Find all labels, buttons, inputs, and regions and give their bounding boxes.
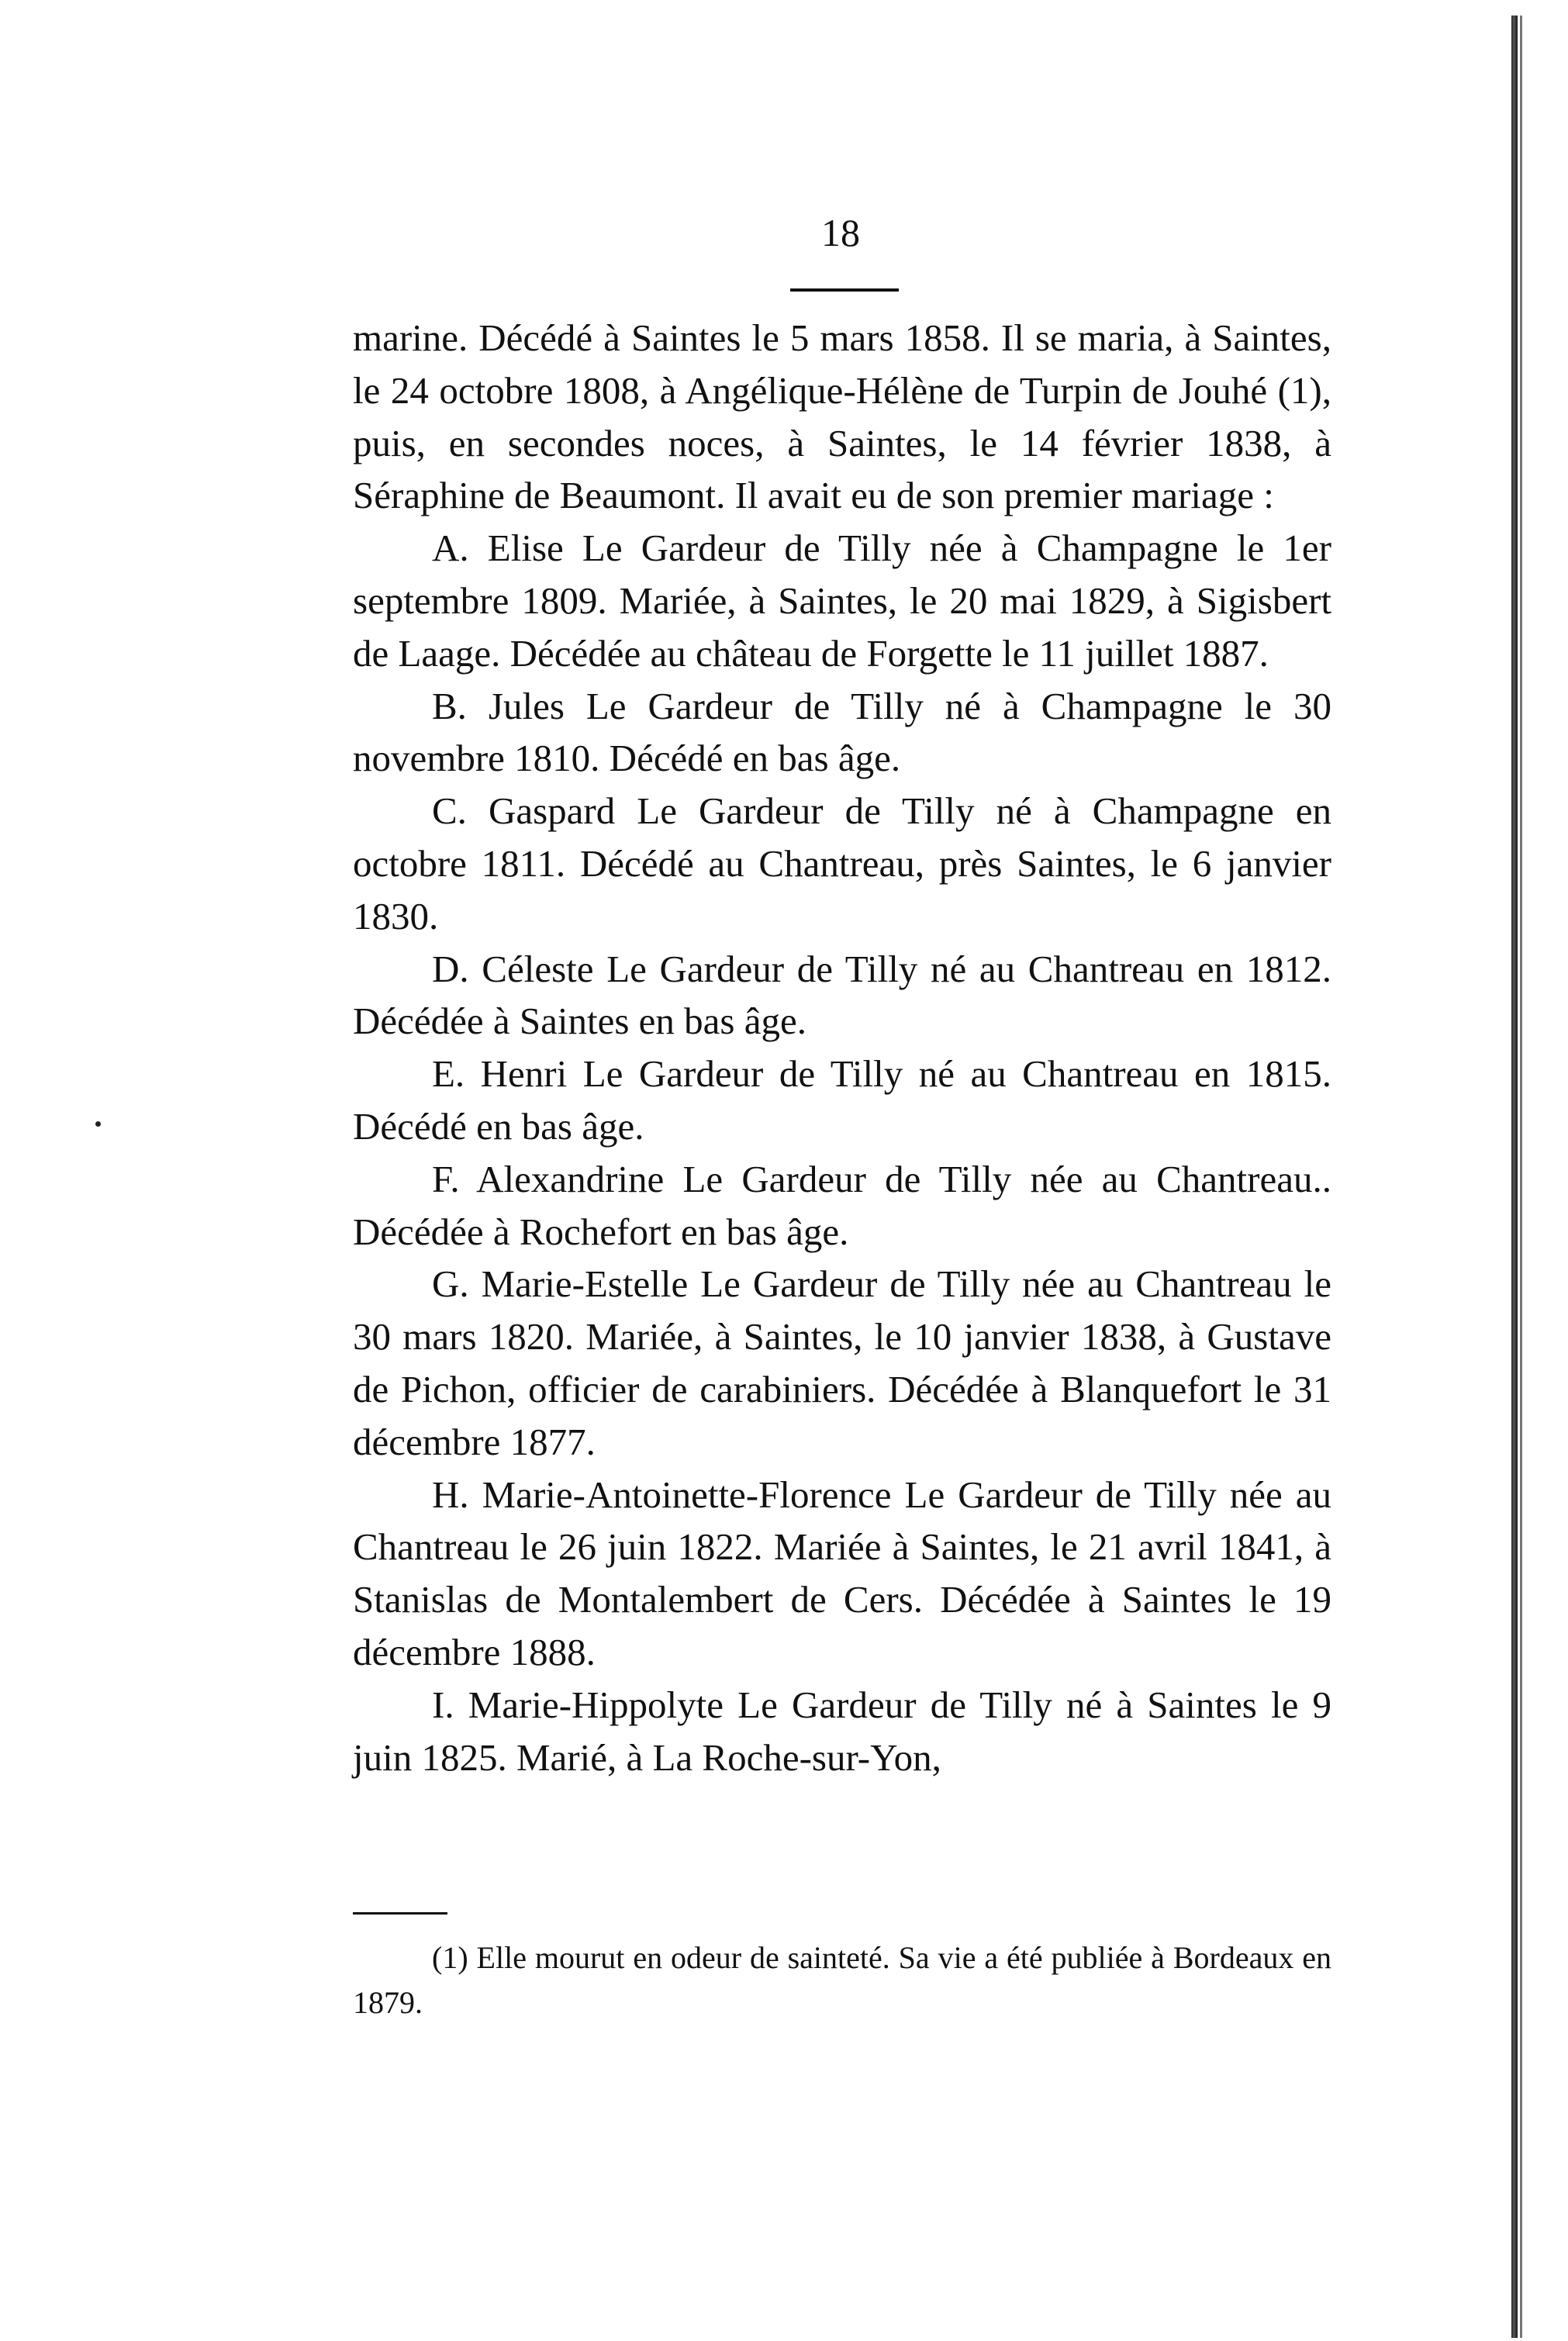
page-number: 18 <box>821 211 860 254</box>
entry-c: C. Gaspard Le Gardeur de Tilly né à Champagne en octobre 1811. Décédé au Chantreau, près Saintes, le 6 janvier 1830. <box>353 789 1331 937</box>
book-binding-edge-shadow <box>1520 16 1522 2338</box>
entry-i: I. Marie-Hippolyte Le Gardeur de Tilly né à Saintes le 9 juin 1825. Marié, à La Roche-sur-Yon, <box>353 1683 1331 1779</box>
book-binding-edge <box>1511 16 1518 2338</box>
entry-f: F. Alexandrine Le Gardeur de Tilly née au Chantreau.. Décédée à Rochefort en bas âge. <box>353 1157 1331 1253</box>
header-rule <box>790 288 899 292</box>
entry-e: E. Henri Le Gardeur de Tilly né au Chantreau en 1815. Décédé en bas âge. <box>353 1052 1331 1148</box>
entry-b: B. Jules Le Gardeur de Tilly né à Champagne le 30 novembre 1810. Décédé en bas âge. <box>353 684 1331 780</box>
body-text <box>353 312 1331 1783</box>
entry-d: D. Céleste Le Gardeur de Tilly né au Chantreau en 1812. Décédée à Saintes en bas âge. <box>353 947 1331 1043</box>
paragraph-continuation: marine. Décédé à Saintes le 5 mars 1858. Il se maria, à Saintes, le 24 octobre 1808, à Angélique-Hélène de Turpin de Jouhé (1), puis, en secondes noces, à Saintes, le 14 février 1838, à Séraphine de Beaumont. Il avait eu de son premier mariage : <box>353 316 1331 517</box>
entry-a: A. Elise Le Gardeur de Tilly née à Champagne le 1er septembre 1809. Mariée, à Saintes, le 20 mai 1829, à Sigisbert de Laage. Décédée au château de Forgette le 11 juillet 1887. <box>353 527 1331 675</box>
entry-g: G. Marie-Estelle Le Gardeur de Tilly née au Chantreau le 30 mars 1820. Mariée, à Saintes, le 10 janvier 1838, à Gustave de Pichon, officier de carabiniers. Décédée à Blanquefort le 31 décembre 1877. <box>353 1262 1331 1463</box>
entry-h: H. Marie-Antoinette-Florence Le Gardeur de Tilly née au Chantreau le 26 juin 1822. Mariée à Saintes, le 21 avril 1841, à Stanislas de Montalembert de Cers. Décédée à Saintes le 19 décembre 1888. <box>353 1473 1331 1673</box>
footnote: (1) Elle mourut en odeur de sainteté. Sa vie a été publiée à Bordeaux en 1879. <box>353 1940 1331 2020</box>
footnote-rule <box>353 1912 447 1915</box>
stray-mark <box>95 1121 101 1127</box>
